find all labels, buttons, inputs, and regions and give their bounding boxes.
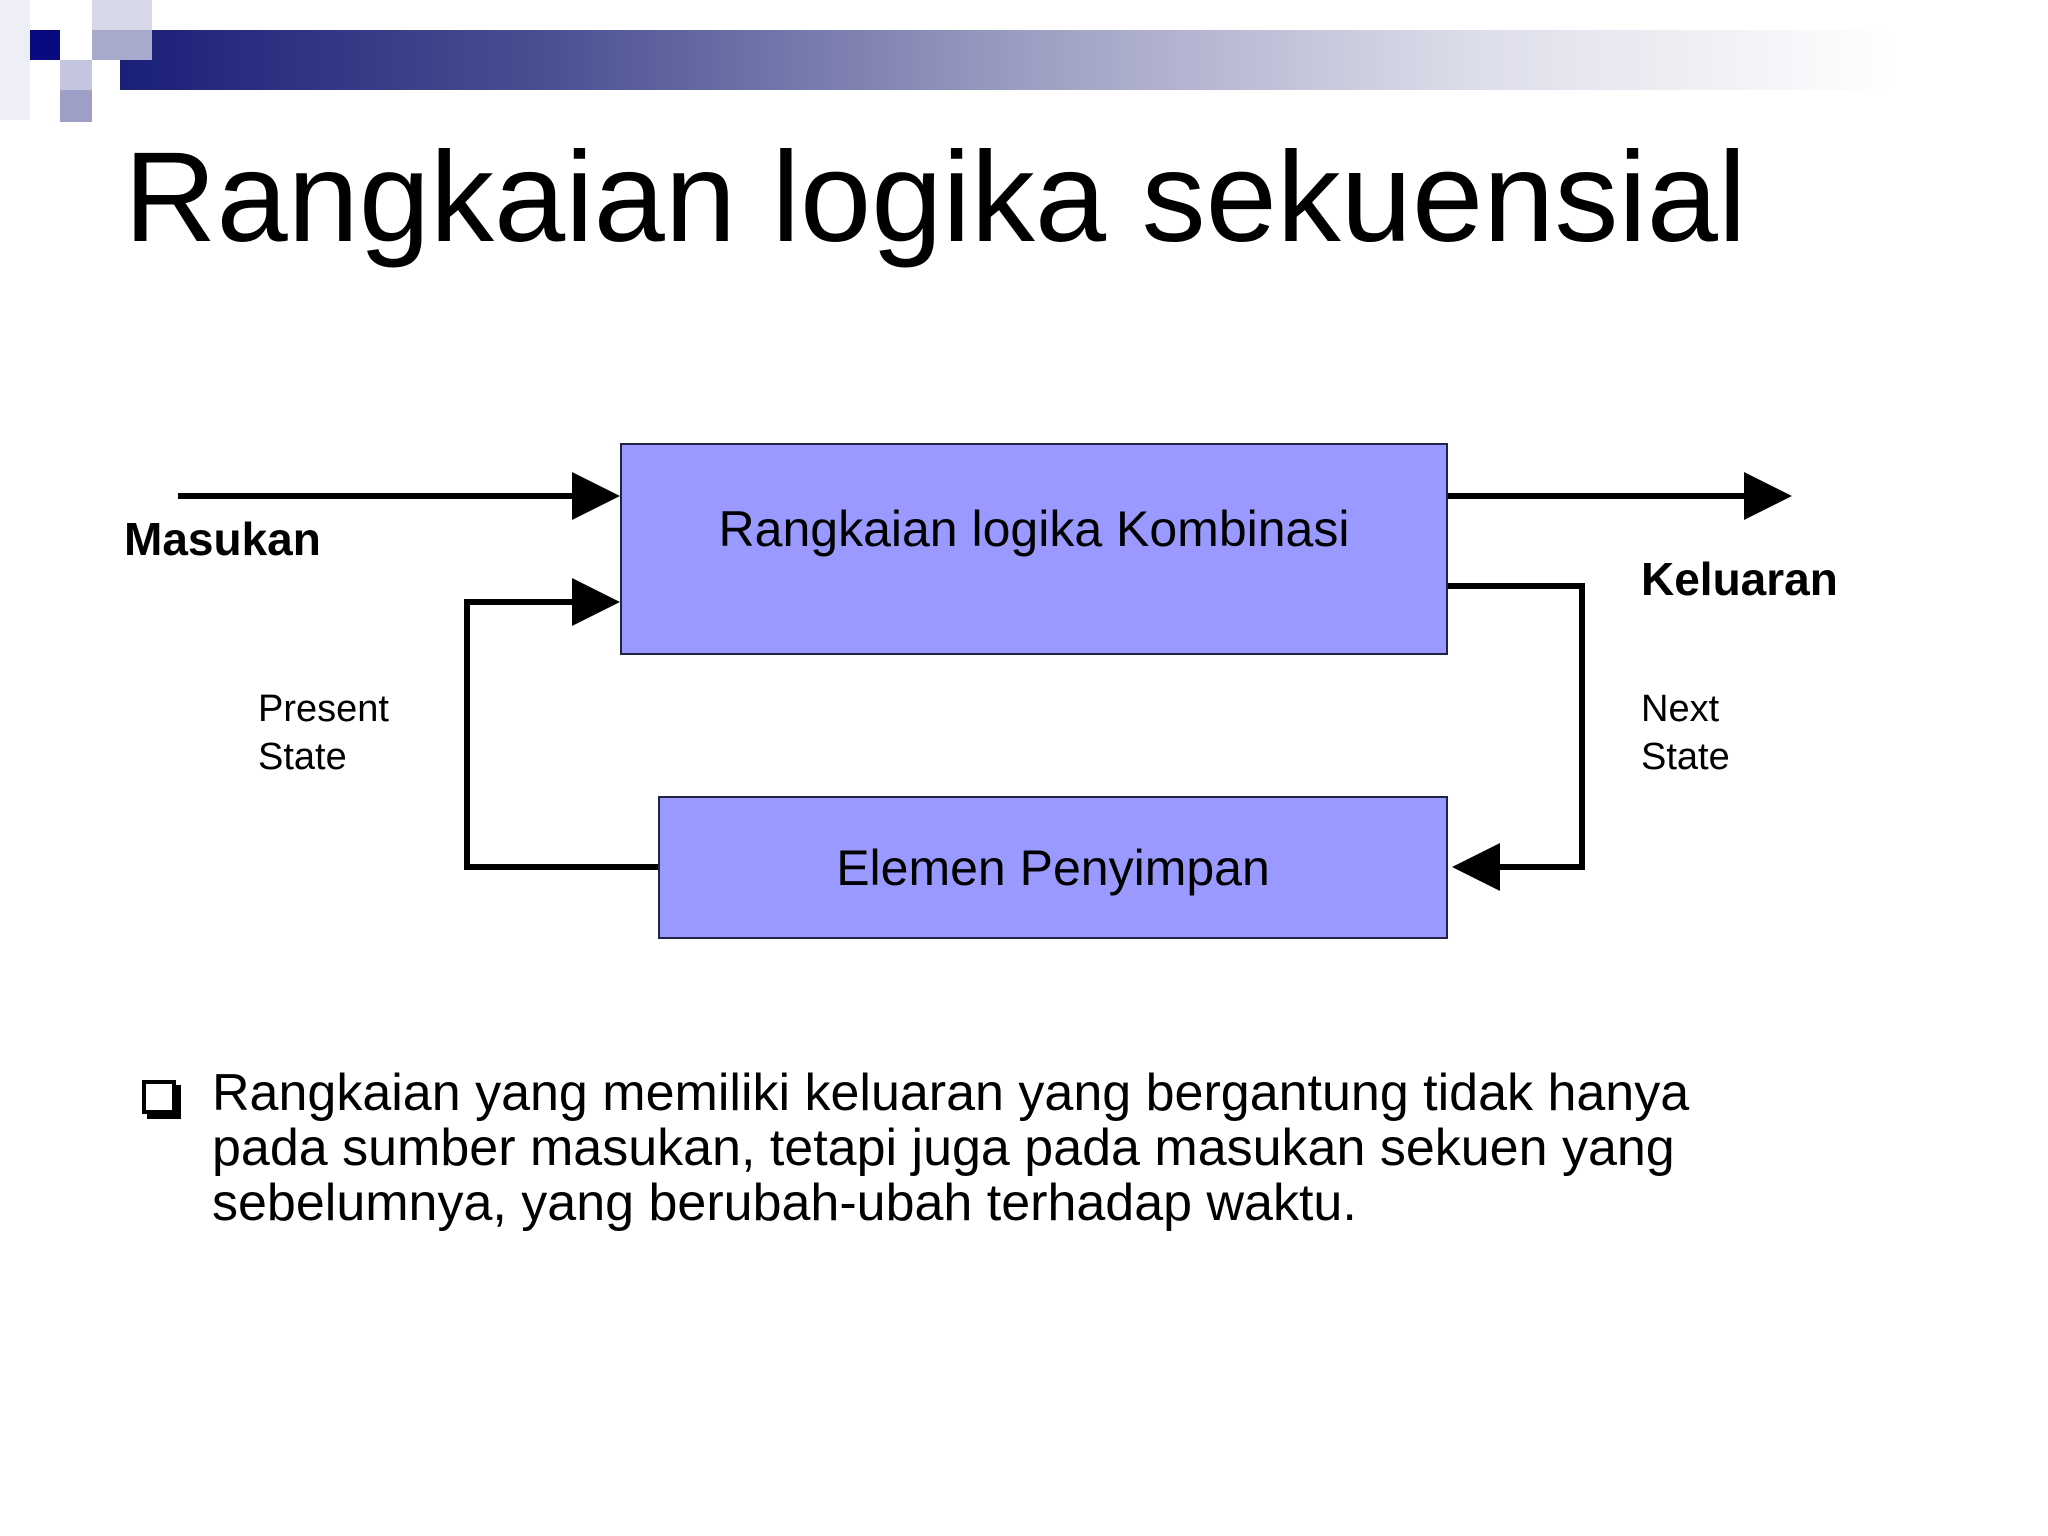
next-state-line1: Next — [1641, 688, 1720, 730]
combinational-logic-label: Rangkaian logika Kombinasi — [718, 501, 1350, 557]
next-state-label — [1641, 685, 1730, 781]
next-state-feedback-line — [1447, 586, 1582, 867]
bullet-item — [142, 1066, 1942, 1231]
page-title: Rangkaian logika sekuensial — [124, 126, 1747, 269]
bullet-line-2: pada sumber masukan, tetapi juga pada masukan sekuen yang — [212, 1119, 1675, 1177]
checkbox-bullet-icon — [142, 1080, 176, 1114]
storage-element-label: Elemen Penyimpan — [836, 839, 1270, 896]
next-state-line2: State — [1641, 736, 1730, 778]
bullet-text — [212, 1066, 1912, 1231]
storage-element-box — [658, 796, 1448, 939]
present-state-line1: Present — [258, 688, 389, 730]
combinational-logic-box — [620, 443, 1448, 655]
bullet-line-1: Rangkaian yang memiliki keluaran yang bergantung tidak hanya — [212, 1064, 1690, 1122]
input-label: Masukan — [124, 513, 321, 565]
present-state-line2: State — [258, 736, 347, 778]
bullet-line-3: sebelumnya, yang berubah-ubah terhadap waktu. — [212, 1174, 1357, 1232]
present-state-label — [258, 685, 389, 781]
output-label: Keluaran — [1641, 553, 1838, 605]
